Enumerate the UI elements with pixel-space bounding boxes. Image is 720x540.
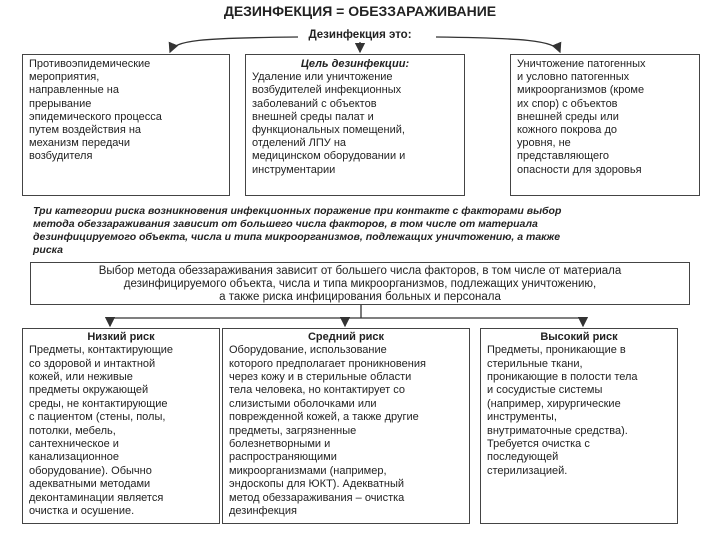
risk-heading-low: Низкий риск <box>87 331 155 343</box>
risk-box-medium <box>222 328 470 524</box>
risk-heading-high: Высокий риск <box>540 331 618 343</box>
subtitle: Дезинфекция это: <box>308 29 412 41</box>
definition-text: Уничтожение патогенных и условно патогенных микроорганизмов (кроме их спор) с объектов внешней среды или кожного покрова до уровня, не представляющего опасности для здоровья <box>517 58 646 176</box>
risk-box-low <box>22 328 220 524</box>
risk-box-high <box>480 328 678 524</box>
risk-text-low: Предметы, контактирующие со здоровой и интактной кожей, или неживые предметы окружающей среды, не контактирующие с пациентом (стены, полы, потолки, мебель, сантехническое и канализационное оборудование). Обычно адекватными методами деконтаминации является очистка и осушение. <box>29 344 174 518</box>
method-selection-text: Выбор метода обеззараживания зависит от большего числа факторов, в том числе от материала дезинфицируемого объекта, числа и типа микроорганизмов, подлежащих уничтожению, а также риска инфицирования больных и персонала <box>98 265 622 303</box>
page-title: ДЕЗИНФЕКЦИЯ = ОБЕЗЗАРАЖИВАНИЕ <box>223 3 497 19</box>
definition-box-goal <box>245 54 465 196</box>
definition-heading: Цель дезинфекции: <box>300 58 410 70</box>
definition-box-measures <box>22 54 230 196</box>
risk-heading-medium: Средний риск <box>307 331 385 343</box>
definition-box-destruction <box>510 54 700 196</box>
risk-text-medium: Оборудование, использование которого предполагает проникновения через кожу и в стерильные области тела человека, но контактирует со слизистыми оболочками или поврежденной кожей, а также другие предметы, загрязненные болезнетворными и распространяющими микроорганизмами (например, эндоскопы для ЮКТ). Адекватный метод обеззараживания – очистка дезинфекция <box>229 344 426 518</box>
method-selection-box <box>30 262 690 305</box>
risk-categories-note: Три категории риска возникновения инфекционных поражение при контакте с факторами выбор метода обеззараживания зависит от большего числа факторов, в том числе от материала дезинфицируемого объекта, числа и типа микроорганизмов, подлежащих уничтожению, а также риска <box>33 205 562 256</box>
definition-text: Удаление или уничтожение возбудителей инфекционных заболеваний с объектов внешней среды палат и функциональных помещений, отделений ЛПУ на медицинском оборудовании и инструментарии <box>252 71 406 176</box>
definition-text: Противоэпидемические мероприятия, направленные на прерывание эпидемического процесса путем воздействия на механизм передачи возбудителя <box>29 58 162 163</box>
risk-text-high: Предметы, проникающие в стерильные ткани, проникающие в полости тела и сосудистые системы (например, хирургические инструменты, внутриматочные средства). Требуется очистка с последующей стерилизацией. <box>487 344 638 477</box>
